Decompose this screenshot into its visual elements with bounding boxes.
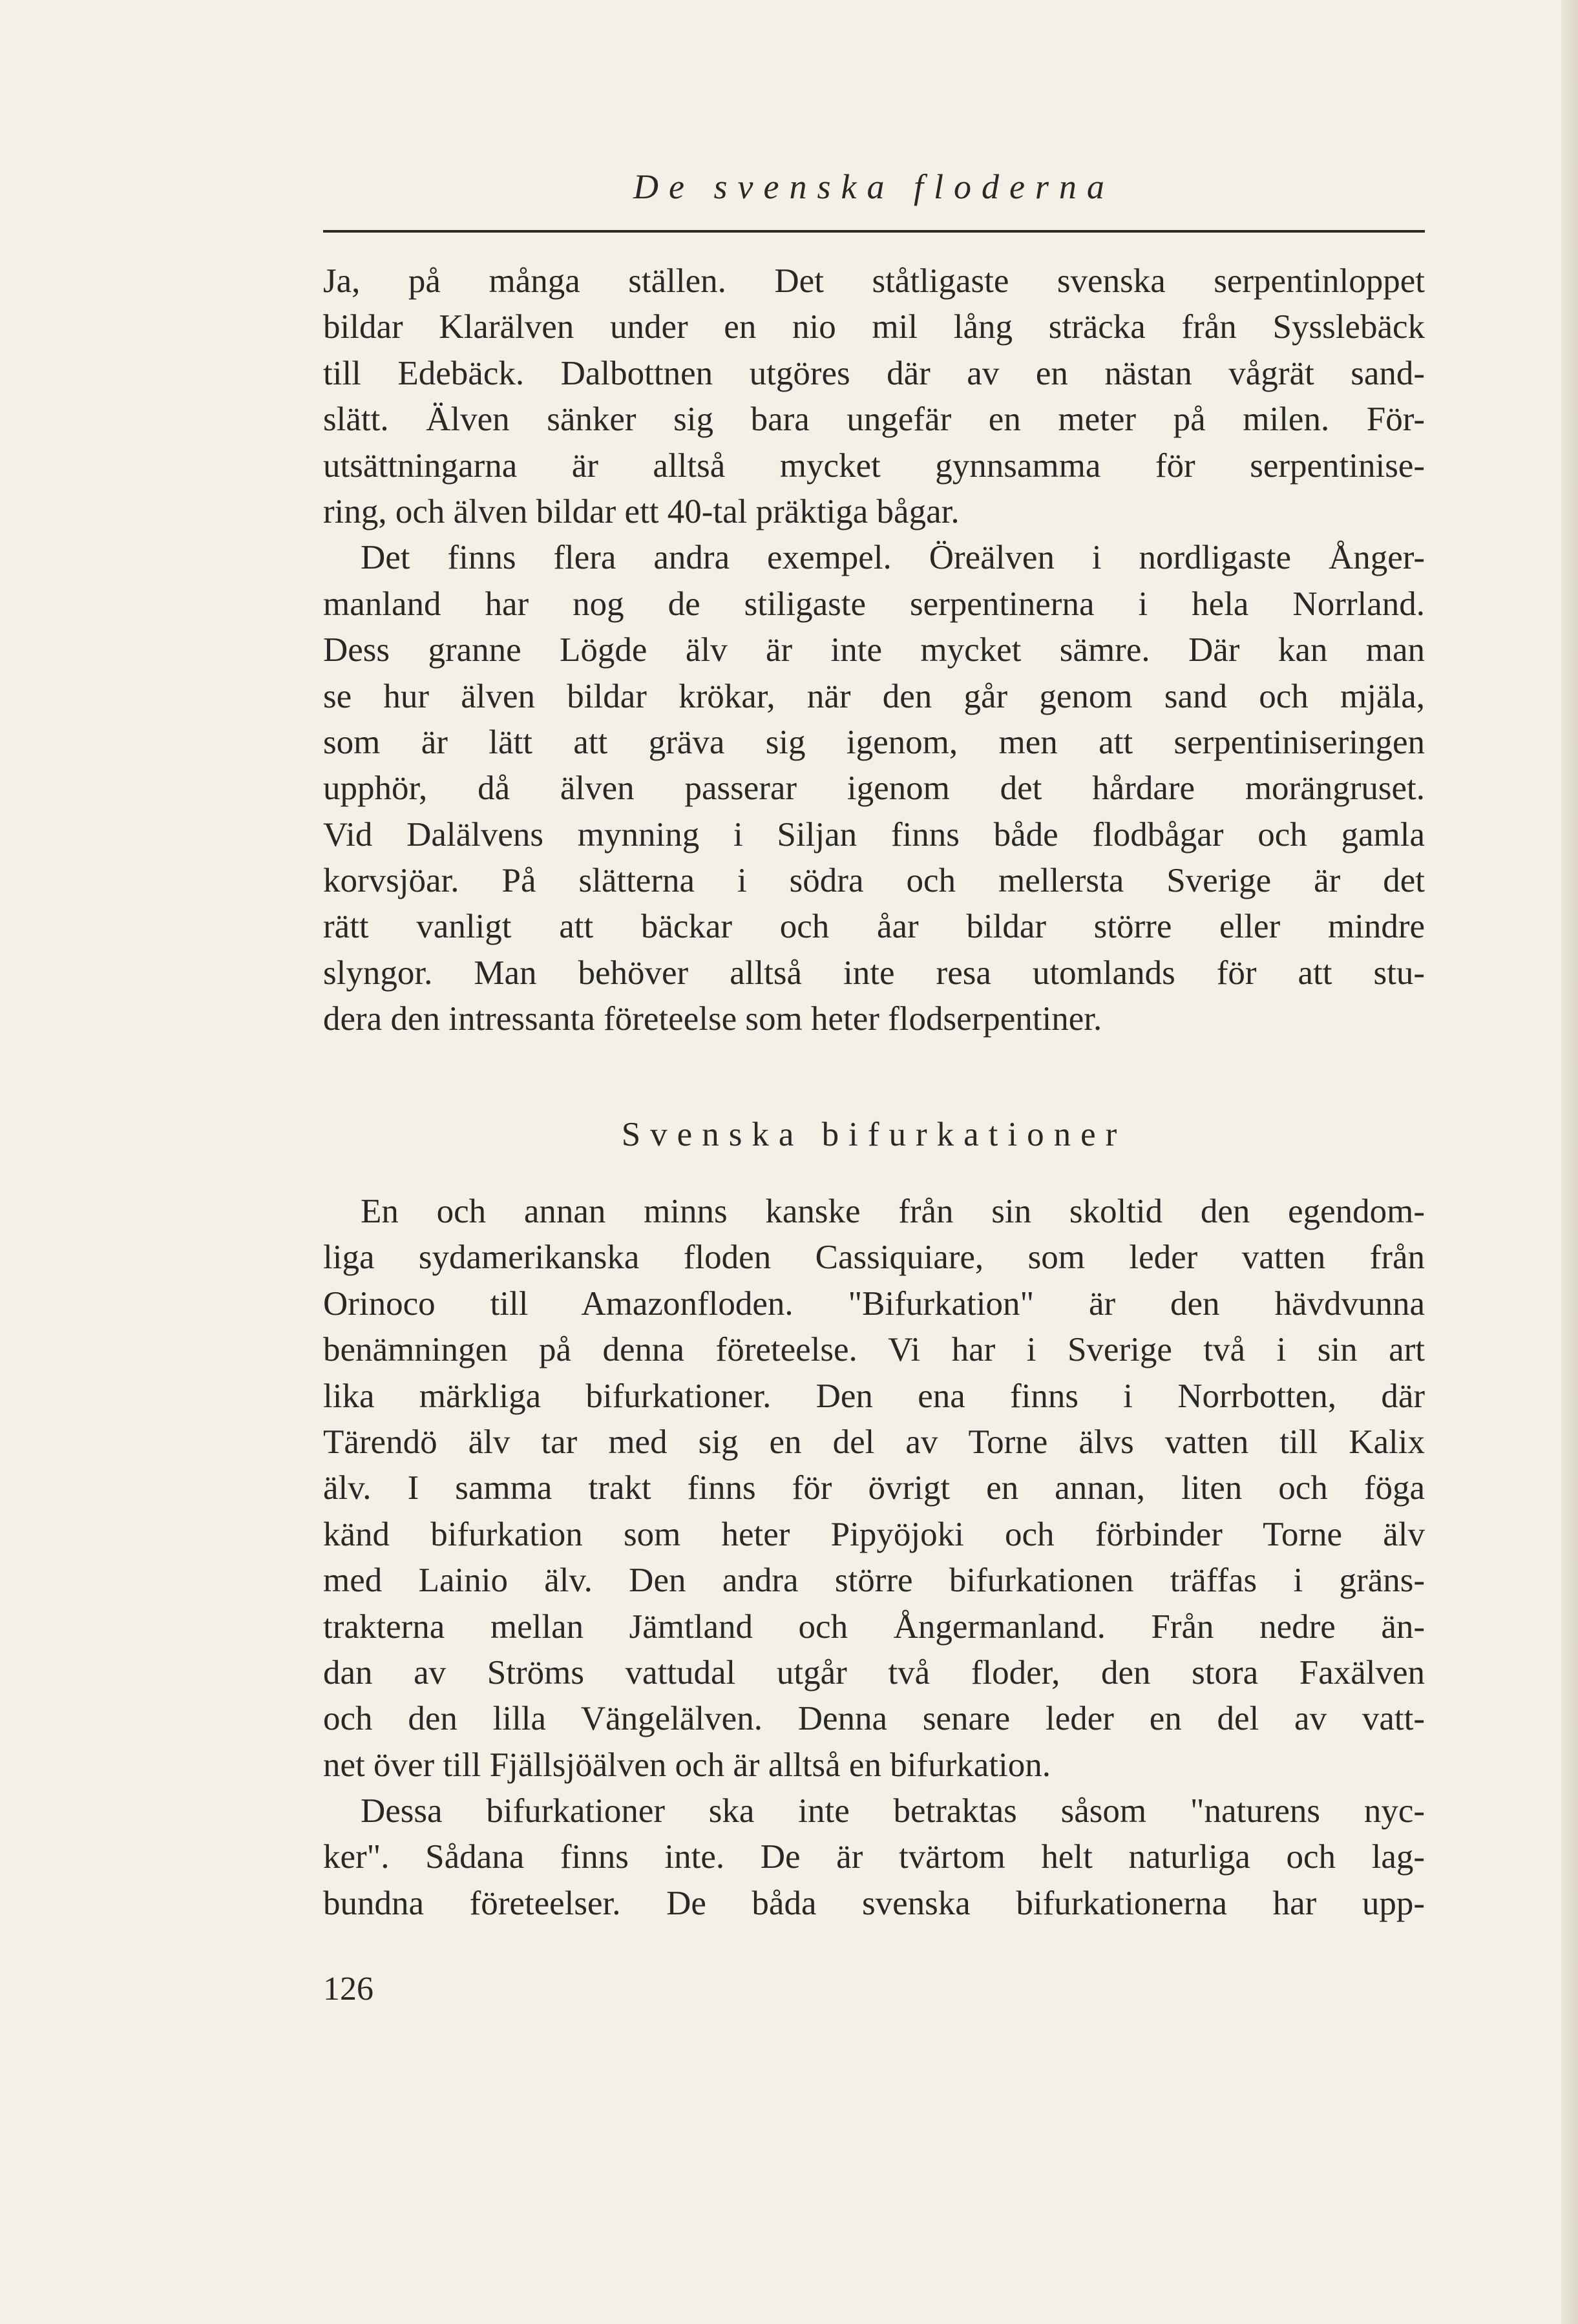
text-line: Ja, på många ställen. Det ståtligaste svenska serpentinloppet <box>323 262 1425 300</box>
running-head: De svenska floderna <box>633 167 1115 206</box>
paragraph-block-1 <box>323 258 1425 1043</box>
text-line: trakterna mellan Jämtland och Ångermanland. Från nedre än- <box>323 1607 1425 1646</box>
text-line: utsättningarna är alltså mycket gynnsamma för serpentinise- <box>323 446 1425 485</box>
text-line: dan av Ströms vattudal utgår två floder, den stora Faxälven <box>323 1653 1425 1691</box>
text-line: dera den intressanta företeelse som heter flodserpentiner. <box>323 1000 1102 1038</box>
text-line: till Edebäck. Dalbottnen utgöres där av en nästan vågrät sand- <box>323 354 1425 392</box>
text-line: manland har nog de stiligaste serpentinerna i hela Norrland. <box>323 585 1425 623</box>
text-line: bundna företeelser. De båda svenska bifurkationerna har upp- <box>323 1884 1425 1922</box>
text-line: upphör, då älven passerar igenom det hårdare morängruset. <box>323 769 1425 808</box>
text-line: se hur älven bildar krökar, när den går genom sand och mjäla, <box>323 677 1425 715</box>
text-line: känd bifurkation som heter Pipyöjoki och förbinder Torne älv <box>323 1515 1425 1553</box>
text-line: korvsjöar. På slätterna i södra och mellersta Sverige är det <box>323 862 1425 900</box>
text-line: En och annan minns kanske från sin skoltid den egendom- <box>361 1193 1425 1230</box>
paragraph-block-2 <box>323 1189 1425 1927</box>
text-line: lika märkliga bifurkationer. Den ena finns i Norrbotten, där <box>323 1377 1425 1415</box>
text-line: slyngor. Man behöver alltså inte resa utomlands för att stu- <box>323 954 1425 992</box>
text-line: benämningen på denna företeelse. Vi har i Sverige två i sin art <box>323 1331 1425 1369</box>
section-heading: Svenska bifurkationer <box>621 1116 1127 1153</box>
page-number: 126 <box>323 1971 373 2007</box>
text-line: ker". Sådana finns inte. De är tvärtom helt naturliga och lag- <box>323 1838 1425 1876</box>
text-line: och den lilla Vängelälven. Denna senare leder en del av vatt- <box>323 1700 1425 1738</box>
text-line: älv. I samma trakt finns för övrigt en annan, liten och föga <box>323 1469 1425 1507</box>
text-line: med Lainio älv. Den andra större bifurkationen träffas i gräns- <box>323 1562 1425 1600</box>
text-line: ring, och älven bildar ett 40-tal präktiga bågar. <box>323 492 960 530</box>
text-line: Det finns flera andra exempel. Öreälven i nordligaste Ånger- <box>361 539 1425 577</box>
text-line: Vid Dalälvens mynning i Siljan finns både flodbågar och gamla <box>323 815 1425 853</box>
text-line: Dessa bifurkationer ska inte betraktas såsom "naturens nyc- <box>361 1792 1425 1830</box>
text-line: liga sydamerikanska floden Cassiquiare, som leder vatten från <box>323 1239 1425 1277</box>
text-line: Orinoco till Amazonfloden. "Bifurkation" är den hävdvunna <box>323 1284 1425 1323</box>
text-line: Tärendö älv tar med sig en del av Torne älvs vatten till Kalix <box>323 1423 1425 1461</box>
text-line: slätt. Älven sänker sig bara ungefär en meter på milen. För- <box>323 401 1425 439</box>
text-line: net över till Fjällsjöälven och är alltså en bifurkation. <box>323 1746 1051 1784</box>
text-line: rätt vanligt att bäckar och åar bildar större eller mindre <box>323 908 1425 946</box>
text-line: som är lätt att gräva sig igenom, men att serpentiniseringen <box>323 723 1425 761</box>
header-rule <box>323 230 1425 233</box>
text-line: Dess granne Lögde älv är inte mycket sämre. Där kan man <box>323 631 1425 669</box>
page-edge <box>1561 0 1578 2324</box>
text-line: bildar Klarälven under en nio mil lång sträcka från Sysslebäck <box>323 308 1425 346</box>
